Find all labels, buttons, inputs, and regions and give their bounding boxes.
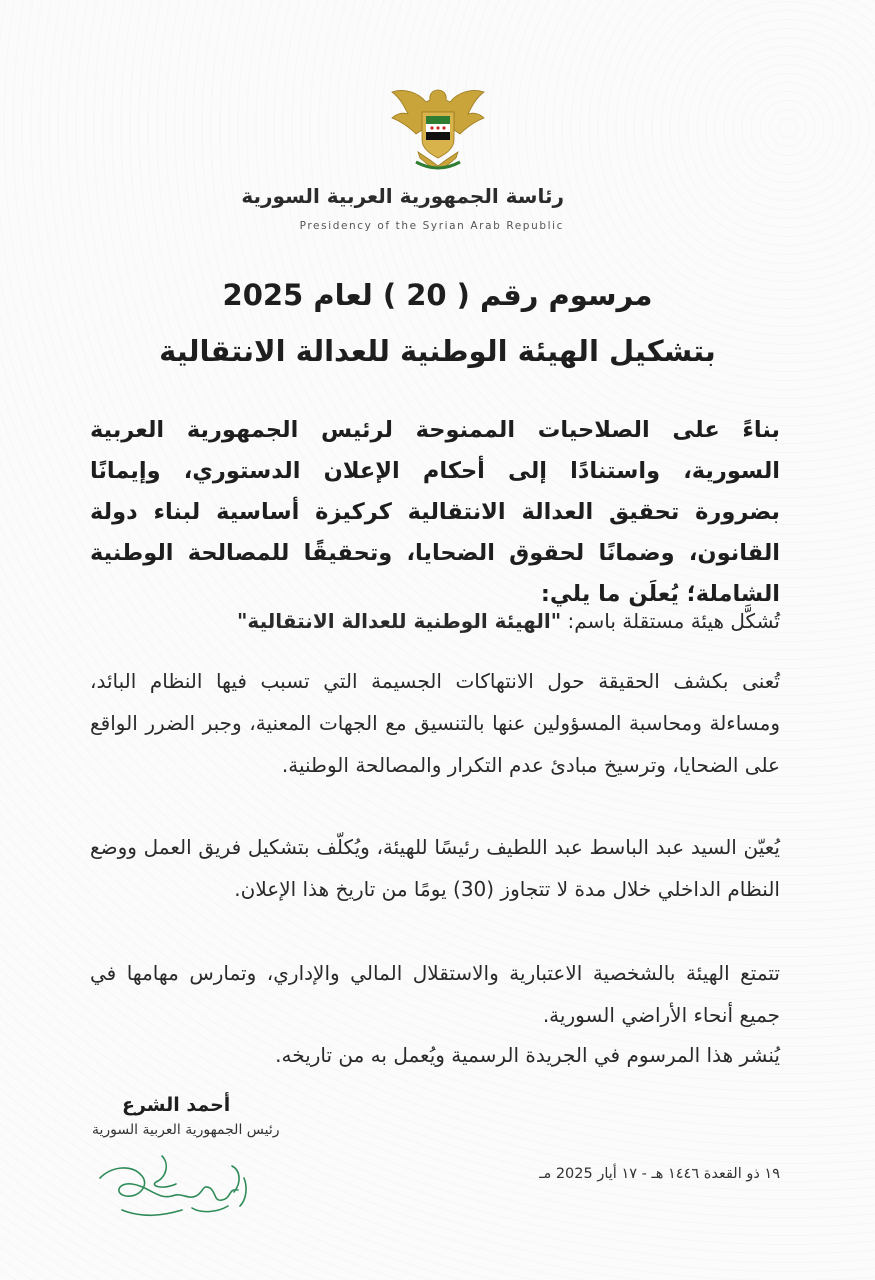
- decree-subtitle: بتشكيل الهيئة الوطنية للعدالة الانتقالية: [159, 334, 716, 368]
- commission-name: "الهيئة الوطنية للعدالة الانتقالية": [237, 609, 562, 633]
- handwritten-signature-icon: [92, 1148, 292, 1228]
- decree-date: ١٩ ذو القعدة ١٤٤٦ هـ - ١٧ أيار 2025 مـ: [539, 1166, 780, 1182]
- organization-name-english: Presidency of the Syrian Arab Republic: [299, 220, 564, 232]
- signatory-title: رئيس الجمهورية العربية السورية: [92, 1122, 280, 1138]
- decree-paragraph: يُعيّن السيد عبد الباسط عبد اللطيف رئيسًا للهيئة، ويُكلّف بتشكيل فريق العمل ووضع النظام الداخلي خلال مدة لا تتجاوز (30) يومًا من تاريخ هذا الإعلان.: [90, 835, 780, 901]
- decree-title: مرسوم رقم ( 20 ) لعام 2025: [222, 278, 653, 312]
- decree-paragraph: يُنشر هذا المرسوم في الجريدة الرسمية ويُعمل به من تاريخه.: [275, 1043, 780, 1067]
- decree-paragraph: تُعنى بكشف الحقيقة حول الانتهاكات الجسيمة التي تسبب فيها النظام البائد، ومساءلة ومحاسبة المسؤولين عنها بالتنسيق مع الجهات المعنية، وجبر الضرر الواقع على الضحايا، وترسيخ مبادئ عدم التكرار والمصالحة الوطنية.: [90, 669, 780, 777]
- decree-paragraph: [90, 600, 780, 642]
- paragraph-text: تُشكَّل هيئة مستقلة باسم:: [561, 609, 780, 633]
- decree-preamble: بناءً على الصلاحيات الممنوحة لرئيس الجمهورية العربية السورية، واستنادًا إلى أحكام الإعلان الدستوري، وإيمانًا بضرورة تحقيق العدالة الانتقالية كركيزة أساسية لبناء دولة القانون، وضمانًا لحقوق الضحايا، وتحقيقًا للمصالحة الوطنية الشاملة؛ يُعلَن ما يلي:: [90, 417, 780, 607]
- organization-name-arabic: رئاسة الجمهورية العربية السورية: [241, 184, 564, 208]
- signatory-name: أحمد الشرع: [122, 1094, 231, 1116]
- decree-paragraph: تتمتع الهيئة بالشخصية الاعتبارية والاستقلال المالي والإداري، وتمارس مهامها في جميع أنحاء الأراضي السورية.: [90, 961, 780, 1027]
- eagle-emblem-icon: [388, 82, 488, 174]
